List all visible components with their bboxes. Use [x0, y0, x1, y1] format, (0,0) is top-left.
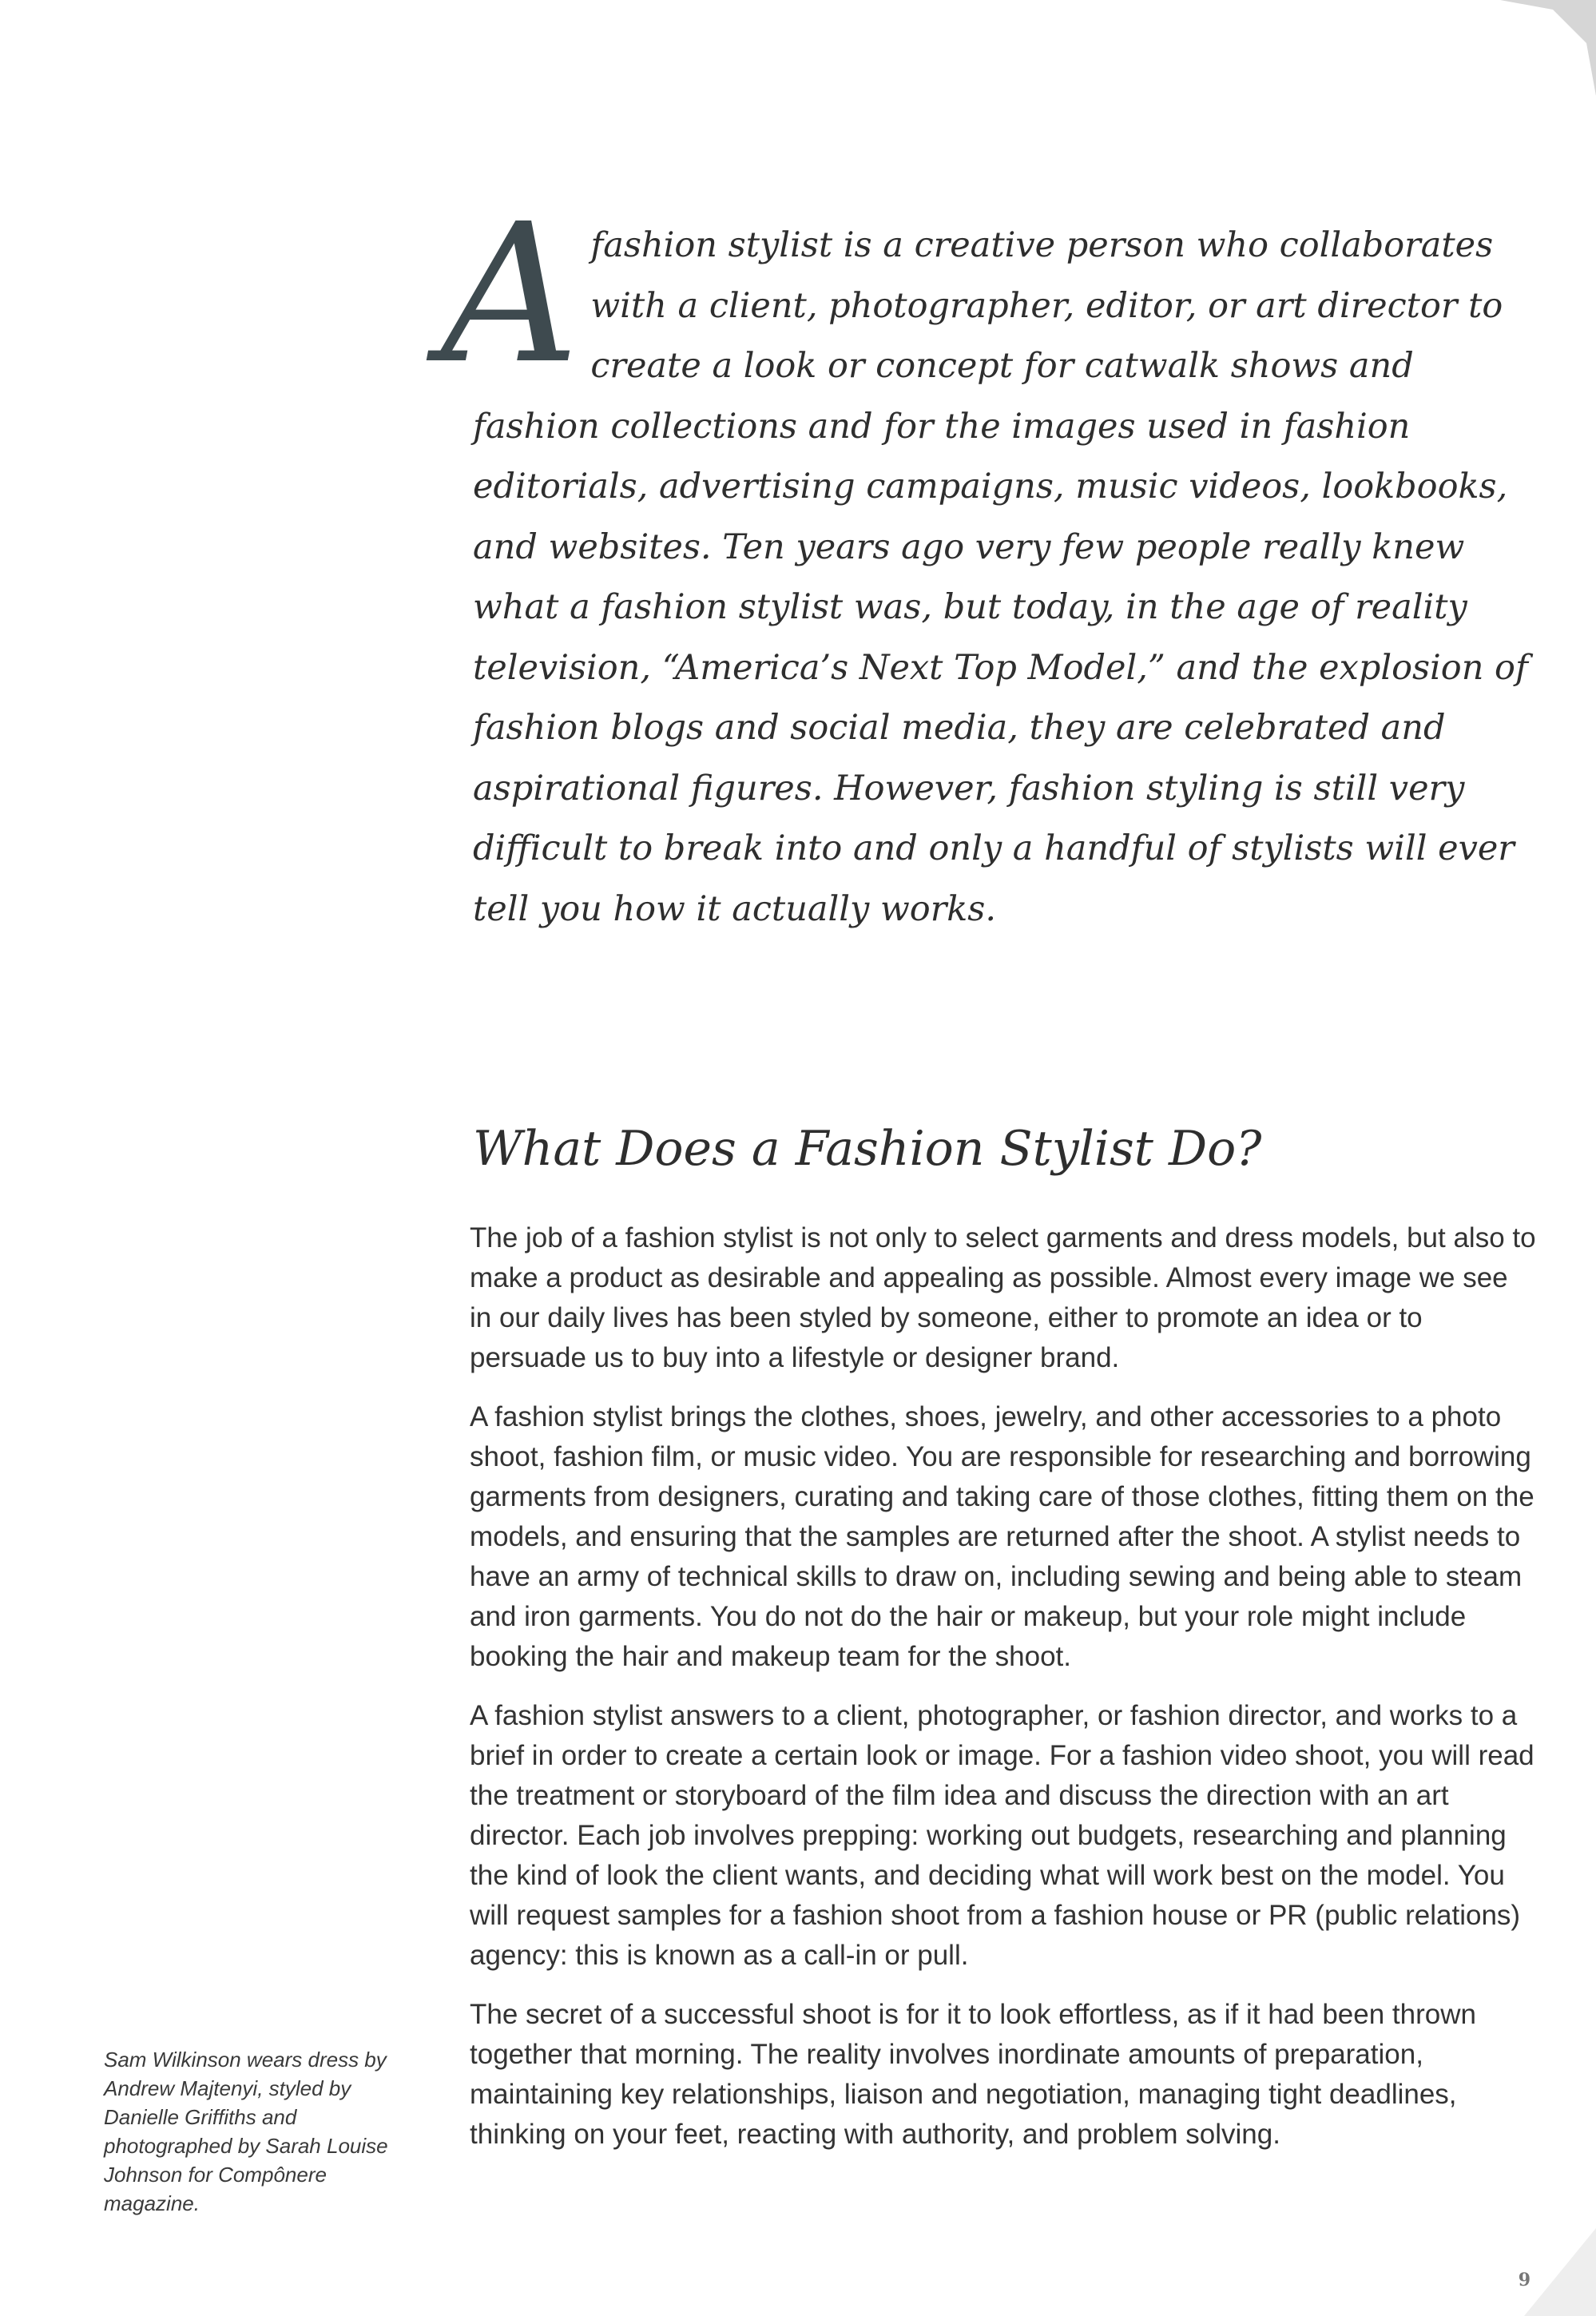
- page-corner-shadow: [1500, 0, 1596, 96]
- body-paragraph: The secret of a successful shoot is for it to look effortless, as if it had been thrown together that morning. The reality involves inordinate amounts of preparation, maintaining key relationships, liaison and negotiation, managing tight deadlines, thinking on your feet, reacting with authority, and problem solving.: [470, 1999, 1476, 2150]
- body-paragraph: A fashion stylist answers to a client, photographer, or fashion director, and works to a brief in order to create a certain look or image. For a fashion video shoot, you will read the treatment or storyboard of the film idea and discuss the direction with an art director. Each job involves prepping: working out budgets, researching and planning the kind of look the client wants, and deciding what will work best on the model. You will request samples for a fashion shoot from a fashion house or PR (public relations) agency: this is known as a call-in or pull.: [470, 1700, 1534, 1971]
- page-corner-shadow-bottom: [1524, 2228, 1596, 2316]
- body-paragraph: A fashion stylist brings the clothes, shoes, jewelry, and other accessories to a photo shoot, fashion film, or music video. You are responsible for researching and borrowing garments from designers, curating and taking care of those clothes, fitting them on the models, and ensuring that the samples are returned after the shoot. A stylist needs to have an army of technical skills to draw on, including sewing and being able to steam and iron garments. You do not do the hair or makeup, but your role might include booking the hair and makeup team for the shoot.: [470, 1401, 1534, 1672]
- body-paragraph: The job of a fashion stylist is not only to select garments and dress models, but also to make a product as desirable and appealing as possible. Almost every image we see in our daily lives has been styled by someone, either to promote an idea or to persuade us to buy into a lifestyle or designer brand.: [470, 1222, 1536, 1373]
- drop-cap: A: [441, 182, 580, 406]
- intro-paragraph: [441, 182, 1543, 940]
- section-heading: What Does a Fashion Stylist Do?: [473, 1121, 1262, 1177]
- page-number: 9: [1518, 2270, 1530, 2290]
- intro-text: fashion stylist is a creative person who collaborates with a client, photographer, editor, or art director to create a look or concept for catwalk shows and fashion collections and for the images used in fashion editorials, advertising campaigns, music videos, lookbooks, and websites. Ten years ago very few people really knew what a fashion stylist was, but today, in the age of reality television, “America’s Next Top Model,” and the explosion of fashion blogs and social media, they are celebrated and aspirational figures. However, fashion styling is still very difficult to break into and only a handful of stylists will ever tell you how it actually works.: [473, 225, 1528, 929]
- image-caption: Sam Wilkinson wears dress by Andrew Majtenyi, styled by Danielle Griffiths and photographed by Sarah Louise Johnson for Compônere magazine.: [104, 2048, 388, 2215]
- body-text: [470, 1218, 1537, 2174]
